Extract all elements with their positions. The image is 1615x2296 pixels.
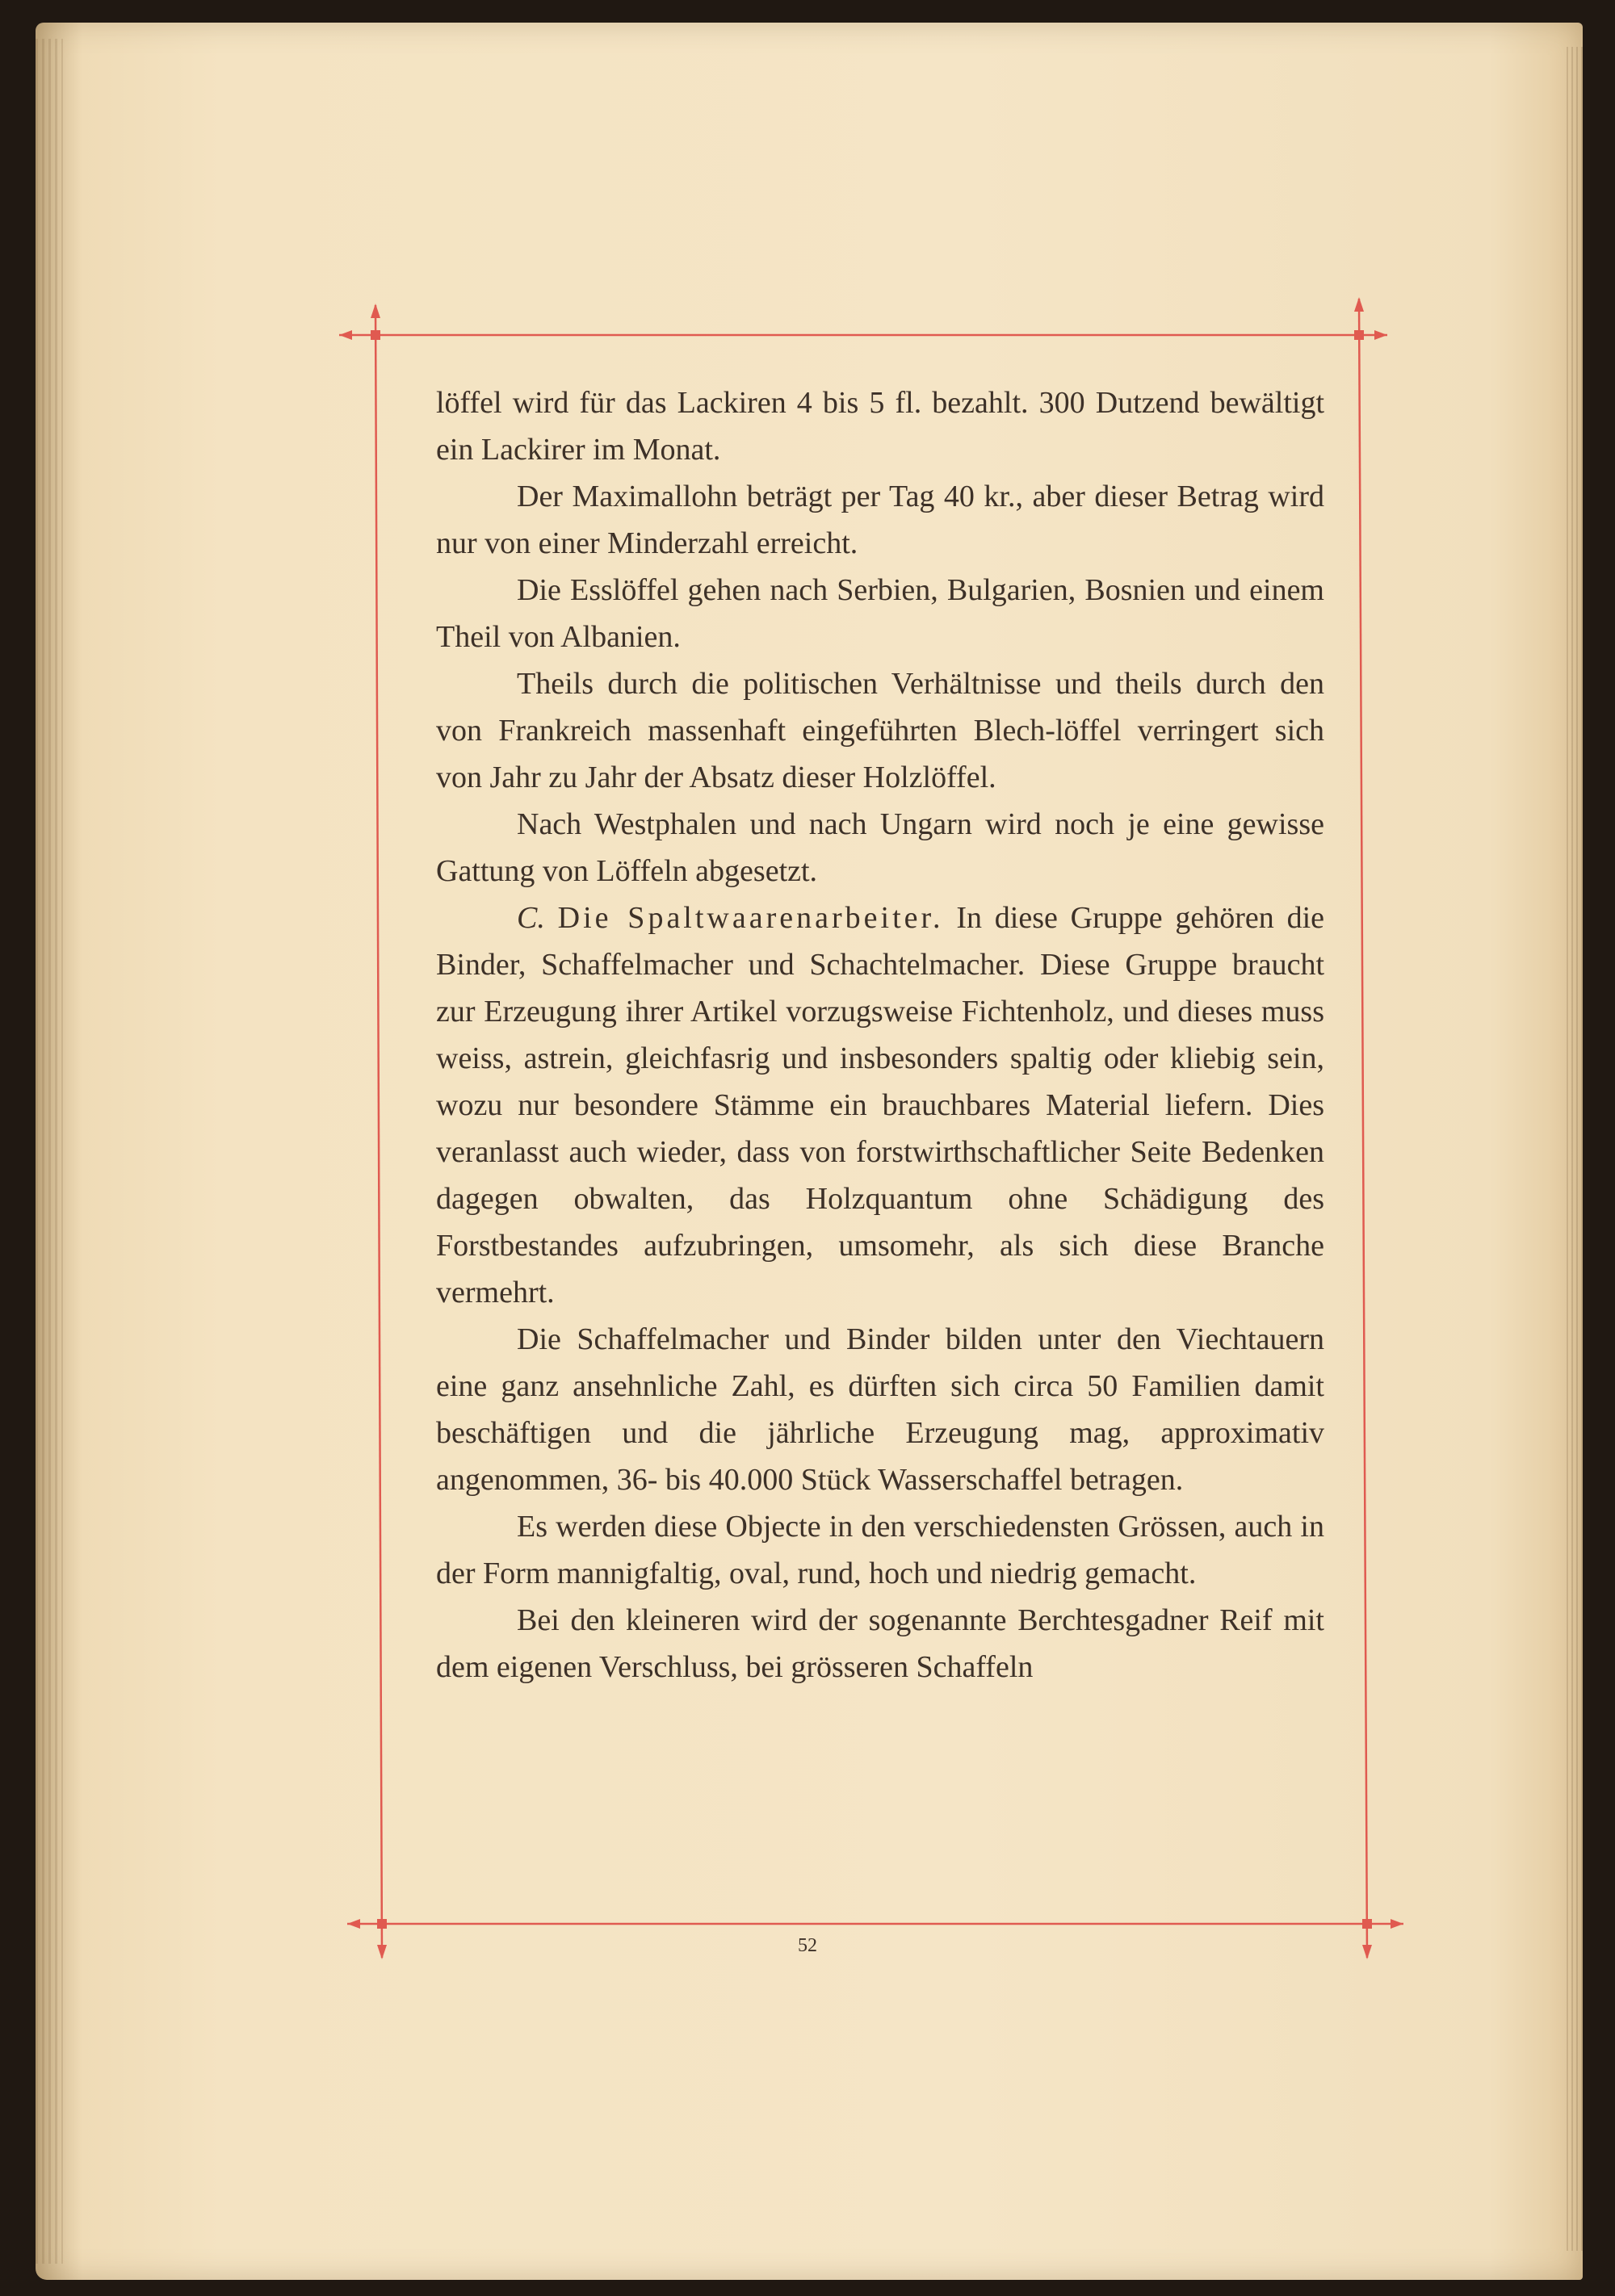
paragraph-1: löffel wird für das Lackiren 4 bis 5 fl. bezahlt. 300 Dutzend bewältigt ein Lackirer im Monat. (436, 386, 1324, 467)
arrow-mark-top-right (1374, 330, 1387, 340)
section-letter: C. (517, 901, 545, 935)
arrow-mark-bottom-right (1391, 1919, 1403, 1929)
page-number: 52 (798, 1935, 817, 1956)
frame-right-line (1359, 299, 1367, 1958)
body-text (436, 379, 1324, 1691)
section-text: In diese Gruppe gehören die Binder, Schaffelmacher und Schachtelmacher. Diese Gruppe braucht zur Erzeugung ihrer Artikel vorzugsweise Fichtenholz, und dieses muss weiss, astrein, gleichfasrig und insbesonders spaltig oder kliebig sein, wozu nur besondere Stämme ein brauchbares Material liefern. Dies veranlasst auch wieder, dass von forstwirthschaftlicher Seite Bedenken dagegen obwalten, das Holzquantum ohne Schädigung des Forstbestandes aufzubringen, umsomehr, als sich diese Branche vermehrt. (436, 901, 1325, 1309)
arrow-mark-top-left (339, 330, 352, 340)
frame-left-line (375, 305, 382, 1958)
paragraph-4: Theils durch die politischen Verhältnisse und theils durch den von Frankreich massenhaft eingeführten Blech-löffel verringert sich von Jahr zu Jahr der Absatz dieser Holzlöffel. (436, 667, 1324, 794)
section-heading: Die Spaltwaarenarbeiter. (557, 901, 944, 935)
paragraph-9: Bei den kleineren wird der sogenannte Berchtesgadner Reif mit dem eigenen Verschluss, bei grösseren Schaffeln (436, 1603, 1324, 1684)
paragraph-3: Die Esslöffel gehen nach Serbien, Bulgarien, Bosnien und einem Theil von Albanien. (436, 573, 1324, 654)
paragraph-7: Die Schaffelmacher und Binder bilden unter den Viechtauern eine ganz ansehnliche Zahl, es dürften sich circa 50 Familien damit beschäftigen und die jährliche Erzeugung mag, approximativ angenommen, 36- bis 40.000 Stück Wasserschaffel betragen. (436, 1322, 1324, 1497)
paragraph-6-section-c (436, 895, 1324, 1316)
arrow-mark-top-right-vertical (1354, 297, 1364, 312)
arrow-mark-bottom-left (347, 1919, 360, 1929)
paragraph-2: Der Maximallohn beträgt per Tag 40 kr., aber dieser Betrag wird nur von einer Minderzahl erreicht. (436, 480, 1324, 560)
arrow-mark-top-left-vertical (371, 304, 380, 318)
paragraph-5: Nach Westphalen und nach Ungarn wird noch je eine gewisse Gattung von Löffeln abgesetzt. (436, 807, 1324, 888)
paragraph-8: Es werden diese Objecte in den verschiedensten Grössen, auch in der Form mannigfaltig, oval, rund, hoch und niedrig gemacht. (436, 1510, 1324, 1590)
